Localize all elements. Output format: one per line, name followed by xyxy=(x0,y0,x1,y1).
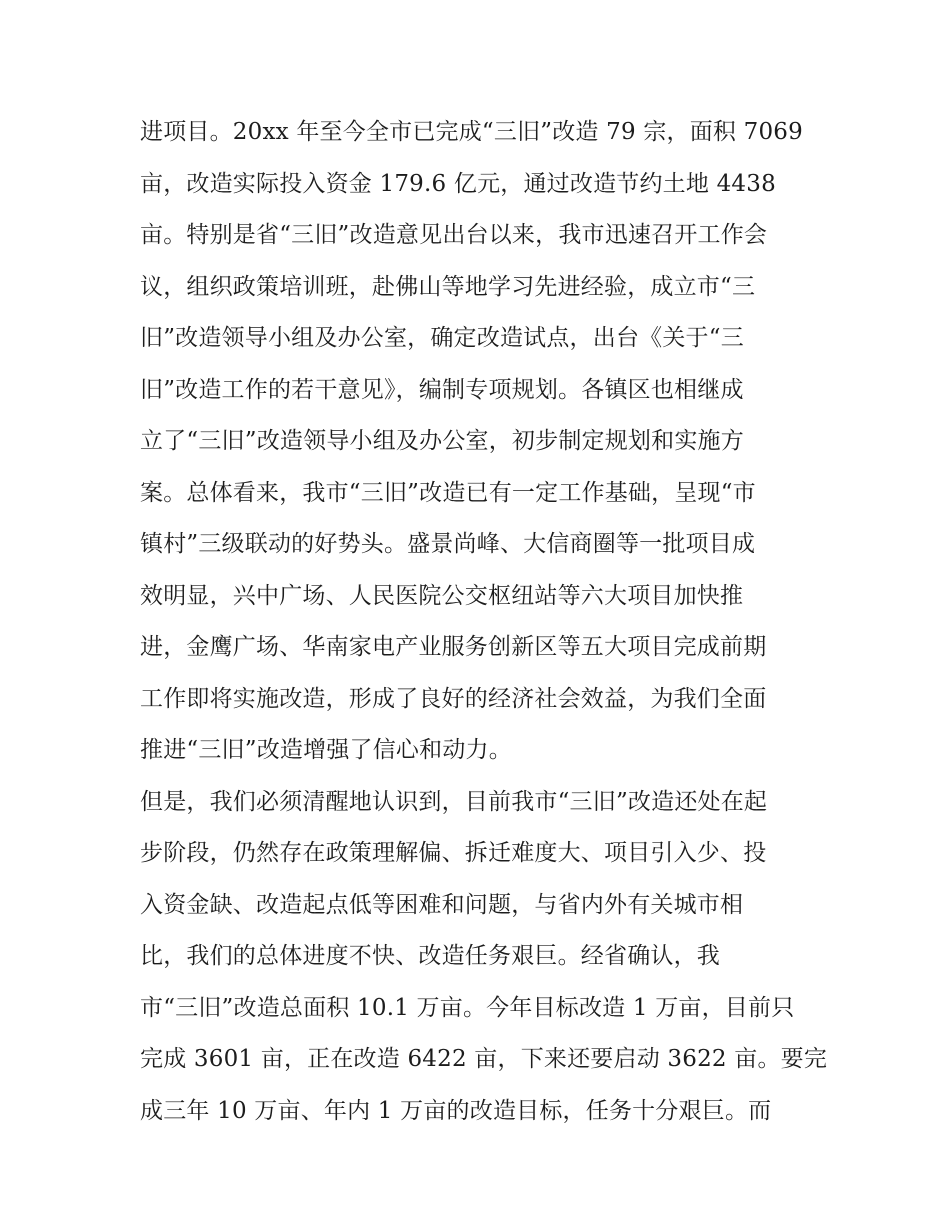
text-line: 亩，改造实际投入资金 179.6 亿元，通过改造节约土地 4438 xyxy=(140,170,776,197)
body-text xyxy=(140,107,830,1137)
text-line: 案。总体看来，我市“三旧”改造已有一定工作基础，呈现“市 xyxy=(140,479,756,506)
text-line: 成三年 10 万亩、年内 1 万亩的改造目标，任务十分艰巨。而 xyxy=(140,1097,772,1124)
text-line: 进，金鹰广场、华南家电产业服务创新区等五大项目完成前期 xyxy=(140,634,767,660)
text-line: 旧”改造领导小组及办公室，确定改造试点，出台《关于“三 xyxy=(140,325,744,351)
text-line: 立了“三旧”改造领导小组及办公室，初步制定规划和实施方 xyxy=(140,428,744,454)
text-line: 步阶段，仍然存在政策理解偏、拆迁难度大、项目引入少、投 xyxy=(140,840,767,866)
text-line: 完成 3601 亩，正在改造 6422 亩，下来还要启动 3622 亩。要完 xyxy=(140,1046,828,1072)
text-line: 旧”改造工作的若干意见》，编制专项规划。各镇区也相继成 xyxy=(140,376,744,403)
text-line: 入资金缺、改造起点低等困难和问题，与省内外有关城市相 xyxy=(140,891,744,918)
text-line: 效明显，兴中广场、人民医院公交枢纽站等六大项目加快推 xyxy=(140,582,744,609)
text-line: 进项目。20xx 年至今全市已完成“三旧”改造 79 宗，面积 7069 xyxy=(140,119,803,145)
text-line: 镇村”三级联动的好势头。盛景尚峰、大信商圈等一批项目成 xyxy=(140,531,756,557)
text-line: 工作即将实施改造，形成了良好的经济社会效益，为我们全面 xyxy=(140,685,767,712)
text-line: 市“三旧”改造总面积 10.1 万亩。今年目标改造 1 万亩，目前只 xyxy=(140,994,795,1021)
text-line: 但是，我们必须清醒地认识到，目前我市“三旧”改造还处在起 xyxy=(140,788,768,815)
text-line: 亩。特别是省“三旧”改造意见出台以来，我市迅速召开工作会 xyxy=(140,222,768,248)
text-line: 比，我们的总体进度不快、改造任务艰巨。经省确认，我 xyxy=(140,943,720,969)
text-line: 议，组织政策培训班，赴佛山等地学习先进经验，成立市“三 xyxy=(140,273,756,300)
text-line: 推进“三旧”改造增强了信心和动力。 xyxy=(140,737,512,763)
